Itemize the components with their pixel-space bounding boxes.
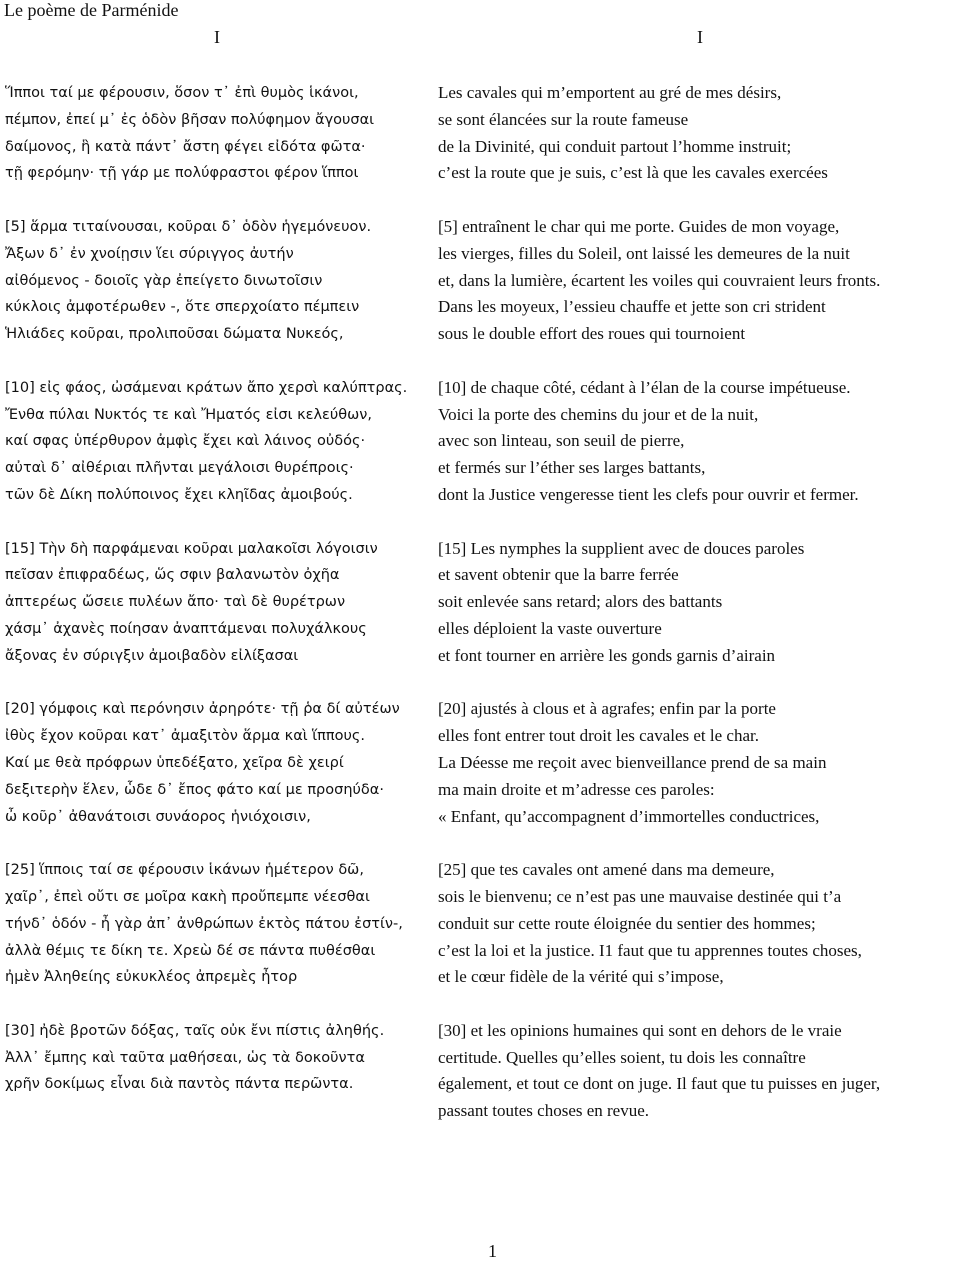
french-verse-line: [20] ajustés à clous et à agrafes; enfin par la porte — [438, 699, 776, 719]
greek-verse-line: ὦ κοῦρ᾽ ἀθανάτοισι συνάορος ἡνιόχοισιν, — [5, 808, 311, 825]
greek-verse-line: καί σφας ὑπέρθυρον ἀμφὶς ἔχει καὶ λάινος οὐδός· — [5, 433, 366, 450]
french-verse-line: sous le double effort des roues qui tournoient — [438, 324, 746, 344]
french-verse-line: [5] entraînent le char qui me porte. Guides de mon voyage, — [438, 216, 840, 236]
french-verse-line: se sont élancées sur la route fameuse — [438, 109, 689, 129]
french-verse-line: et le cœur fidèle de la vérité qui s’impose, — [438, 967, 724, 987]
french-verse-line: ma main droite et m’adresse ces paroles: — [438, 779, 715, 799]
french-stanza — [438, 375, 958, 509]
french-verse-line: et fermés sur l’éther ses larges battants, — [438, 458, 706, 478]
french-verse-line: Voici la porte des chemins du jour et de la nuit, — [438, 404, 759, 424]
greek-verse-line: Ἡλιάδες κοῦραι, προλιποῦσαι δώματα Νυκεός, — [5, 326, 344, 343]
page-number: 1 — [488, 1241, 497, 1261]
french-verse-line: et font tourner en arrière les gonds garnis d’airain — [438, 645, 776, 665]
french-verse-line: [10] de chaque côté, cédant à l’élan de la course impétueuse. — [438, 377, 851, 397]
french-verse-line: conduit sur cette route éloignée du sentier des hommes; — [438, 913, 816, 933]
french-verse-line: elles font entrer tout droit les cavales et le char. — [438, 726, 759, 746]
greek-verse-line: τήνδ᾽ ὁδόν - ἦ γὰρ ἀπ᾽ ἀνθρώπων ἐκτὸς πάτου ἐστίν-, — [5, 915, 403, 932]
greek-verse-line: αὐταὶ δ᾽ αἰθέριαι πλῆνται μεγάλοισι θυρέπροις· — [5, 460, 354, 477]
greek-verse-line: ἰθὺς ἔχον κοῦραι κατ᾽ ἀμαξιτὸν ἅρμα καὶ ἵππους. — [5, 728, 366, 745]
greek-verse-line: τῇ φερόμην· τῇ γάρ με πολύφραστοι φέρον ἵπποι — [5, 165, 359, 182]
greek-verse-line: ἄξονας ἐν σύριγξιν ἀμοιβαδὸν εἰλίξασαι — [5, 647, 299, 664]
french-verse-line: et savent obtenir que la barre ferrée — [438, 565, 679, 585]
greek-verse-line: δαίμονος, ἣ κατὰ πάντ᾽ ἄστη φέγει εἰδότα φῶτα· — [5, 138, 366, 155]
greek-stanza — [5, 1018, 425, 1098]
greek-verse-line: Ἵπποι ταί με φέρουσιν, ὅσον τ᾽ ἐπὶ θυμὸς ἱκάνοι, — [5, 85, 359, 101]
french-verse-line: Dans les moyeux, l’essieu chauffe et jette son cri strident — [438, 297, 826, 317]
greek-verse-line: [25] ἵπποις ταί σε φέρουσιν ἱκάνων ἡμέτερον δῶ, — [5, 862, 364, 879]
greek-verse-line: Ἔνθα πύλαι Νυκτός τε καὶ Ἤματός εἰσι κελεύθων, — [5, 406, 372, 423]
french-verse-line: les vierges, filles du Soleil, ont laissé les demeures de la nuit — [438, 243, 850, 263]
greek-stanza — [5, 375, 425, 509]
greek-verse-line: [15] Τὴν δὴ παρφάμεναι κοῦραι μαλακοῖσι λόγοισιν — [5, 540, 378, 557]
french-verse-line: sois le bienvenu; ce n’est pas une mauvaise destinée qui t’a — [438, 886, 842, 906]
french-stanza — [438, 536, 958, 670]
french-verse-line: soit enlevée sans retard; alors des battants — [438, 592, 723, 612]
document-title: Le poème de Parménide — [4, 0, 179, 20]
greek-stanza — [5, 536, 425, 670]
greek-stanza — [5, 696, 425, 830]
greek-verse-line: Καί με θεὰ πρόφρων ὑπεδέξατο, χεῖρα δὲ χειρί — [5, 754, 344, 771]
french-verse-line: La Déesse me reçoit avec bienveillance prend de sa main — [438, 752, 827, 772]
greek-stanza — [5, 214, 425, 348]
french-stanza — [438, 1018, 958, 1125]
greek-verse-line: Ἄξων δ᾽ ἐν χνοίῃσιν ἵει σύριγγος ἀυτήν — [5, 245, 294, 262]
greek-column-numeral: I — [214, 27, 220, 47]
greek-verse-line: τῶν δὲ Δίκη πολύποινος ἔχει κληῖδας ἀμοιβούς. — [5, 486, 353, 503]
french-verse-line: c’est la route que je suis, c’est là que les cavales exercées — [438, 163, 828, 183]
greek-verse-line: κύκλοις ἀμφοτέρωθεν -, ὅτε σπερχοίατο πέμπειν — [5, 299, 360, 316]
greek-text-column — [5, 80, 425, 1125]
french-verse-line: avec son linteau, son seuil de pierre, — [438, 431, 685, 451]
french-verse-line: elles déploient la vaste ouverture — [438, 618, 662, 638]
french-stanza — [438, 696, 958, 830]
french-stanza — [438, 857, 958, 991]
french-verse-line: certitude. Quelles qu’elles soient, tu dois les connaître — [438, 1047, 806, 1067]
french-verse-line: de la Divinité, qui conduit partout l’homme instruit; — [438, 136, 792, 156]
greek-verse-line: χρῆν δοκίμως εἶναι διὰ παντὸς πάντα περῶντα. — [5, 1076, 354, 1093]
french-stanza — [438, 80, 958, 187]
greek-verse-line: Ἀλλ᾽ ἔμπης καὶ ταῦτα μαθήσεαι, ὡς τὰ δοκοῦντα — [5, 1049, 365, 1066]
french-verse-line: et, dans la lumière, écartent les voiles qui couvraient leurs fronts. — [438, 270, 881, 290]
greek-verse-line: πεῖσαν ἐπιφραδέως, ὥς σφιν βαλανωτὸν ὀχῆα — [5, 567, 340, 584]
greek-verse-line: [5] ἅρμα τιταίνουσαι, κοῦραι δ᾽ ὁδὸν ἡγεμόνευον. — [5, 218, 372, 235]
french-verse-line: dont la Justice vengeresse tient les clefs pour ouvrir et fermer. — [438, 484, 859, 504]
french-stanza — [438, 214, 958, 348]
french-verse-line: c’est la loi et la justice. I1 faut que tu apprennes toutes choses, — [438, 940, 862, 960]
greek-stanza — [5, 80, 425, 187]
greek-verse-line: [10] εἰς φάος, ὠσάμεναι κράτων ἄπο χερσὶ καλύπτρας. — [5, 379, 408, 396]
greek-verse-line: αἰθόμενος - δοιοῖς γὰρ ἐπείγετο δινωτοῖσιν — [5, 272, 323, 289]
greek-stanza — [5, 857, 425, 991]
french-column-numeral: I — [697, 27, 703, 47]
greek-verse-line: [30] ἠδὲ βροτῶν δόξας, ταῖς οὐκ ἔνι πίστις ἀληθής. — [5, 1022, 385, 1039]
greek-verse-line: χαῖρ᾽, ἐπεὶ οὔτι σε μοῖρα κακὴ προὔπεμπε νέεσθαι — [5, 888, 370, 905]
french-verse-line: [15] Les nymphes la supplient avec de douces paroles — [438, 538, 805, 558]
greek-verse-line: [20] γόμφοις καὶ περόνησιν ἀρηρότε· τῇ ῥα δί αὐτέων — [5, 701, 400, 718]
greek-verse-line: χάσμ᾽ ἀχανὲς ποίησαν ἀναπτάμεναι πολυχάλκους — [5, 620, 367, 637]
french-verse-line: Les cavales qui m’emportent au gré de mes désirs, — [438, 83, 782, 102]
greek-verse-line: ἀλλὰ θέμις τε δίκη τε. Χρεὼ δέ σε πάντα πυθέσθαι — [5, 942, 376, 959]
french-verse-line: également, et tout ce dont on juge. Il faut que tu puisses en juger, — [438, 1074, 881, 1094]
greek-verse-line: ἀπτερέως ὤσειε πυλέων ἄπο· ταὶ δὲ θυρέτρων — [5, 594, 346, 611]
french-verse-line: passant toutes choses en revue. — [438, 1101, 650, 1121]
greek-verse-line: ἠμὲν Ἀληθείης εὐκυκλέος ἀπρεμὲς ἦτορ — [5, 969, 298, 986]
french-verse-line: [25] que tes cavales ont amené dans ma demeure, — [438, 860, 775, 880]
french-verse-line: « Enfant, qu’accompagnent d’immortelles conductrices, — [438, 806, 820, 826]
greek-verse-line: δεξιτερὴν ἕλεν, ὧδε δ᾽ ἔπος φάτο καί με προσηύδα· — [5, 781, 384, 798]
greek-verse-line: πέμπον, ἐπεί μ᾽ ἐς ὁδὸν βῆσαν πολύφημον ἄγουσαι — [5, 111, 375, 128]
french-text-column — [438, 80, 958, 1152]
french-verse-line: [30] et les opinions humaines qui sont en dehors de le vraie — [438, 1020, 842, 1040]
